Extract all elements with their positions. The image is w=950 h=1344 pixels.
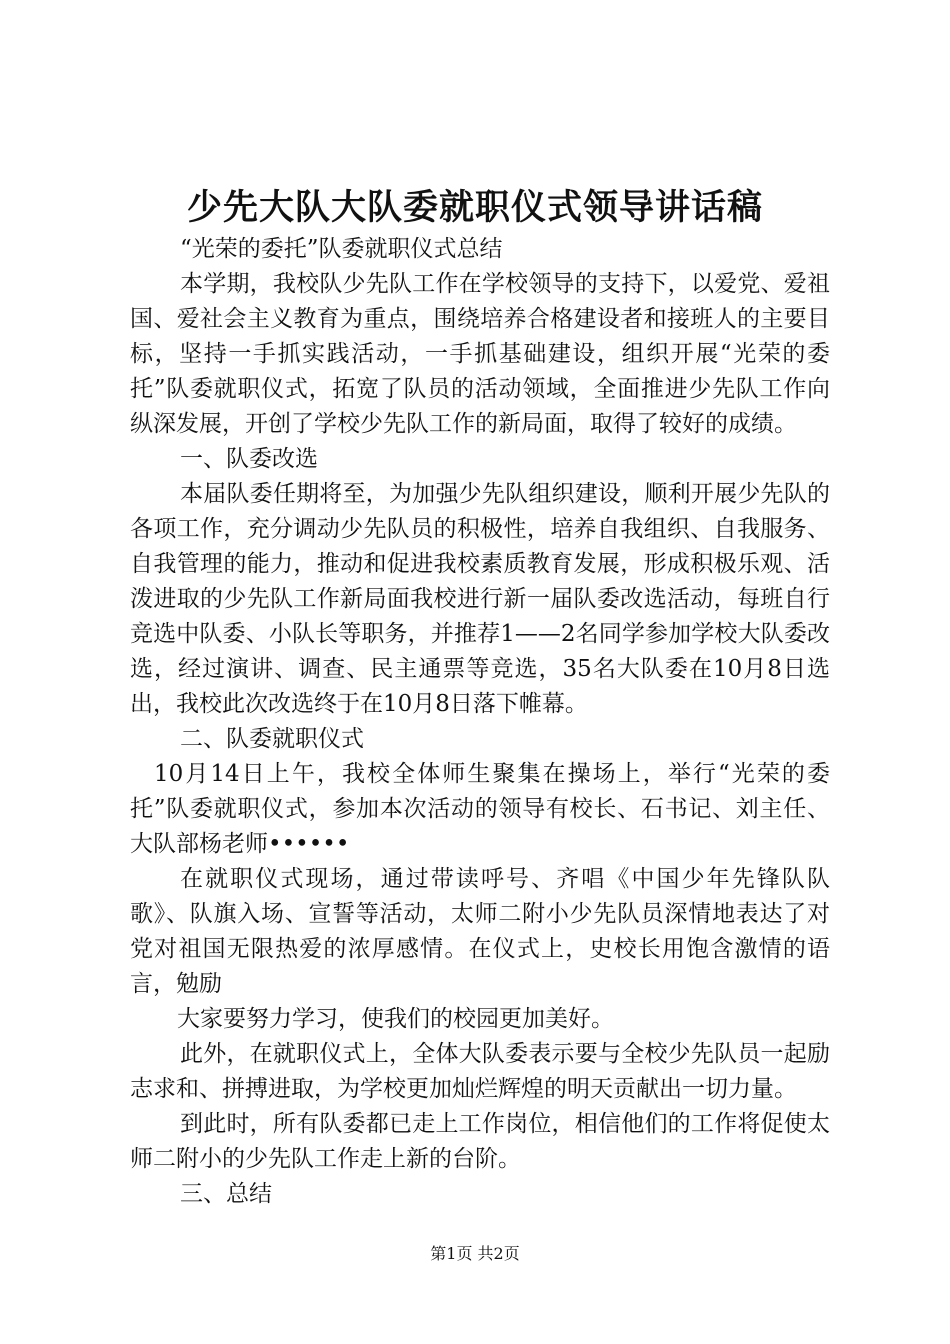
section-heading-3: 三、总结 bbox=[180, 1181, 272, 1207]
intro-paragraph: 本学期，我校队少先队工作在学校领导的支持下，以爱党、爱祖国、爱社会主义教育为重点，围绕培养合格建设者和接班人的主要目标，坚持一手抓实践活动，一手抓基础建设，组织开展“光荣的委托”队委就职仪式，拓宽了队员的活动领域，全面推进少先队工作向纵深发展，开创了学校少先队工作的新局面，取得了较好的成绩。 bbox=[130, 271, 830, 437]
section-heading-2: 二、队委就职仪式 bbox=[180, 726, 364, 752]
election-paragraph: 本届队委任期将至，为加强少先队组织建设，顺利开展少先队的各项工作，充分调动少先队员的积极性，培养自我组织、自我服务、自我管理的能力，推动和促进我校素质教育发展，形成积极乐观、活泼进取的少先队工作新局面我校进行新一届队委改选活动，每班自行竞选中队委、小队长等职务，并推荐1——2名同学参加学校大队委改选，经过演讲、调查、民主通票等竞选，35名大队委在10月8日选出，我校此次改选终于在10月8日落下帷幕。 bbox=[130, 481, 830, 717]
closing-paragraph: 到此时，所有队委都已走上工作岗位，相信他们的工作将促使太师二附小的少先队工作走上新的台阶。 bbox=[130, 1111, 830, 1172]
section-heading-1: 一、队委改选 bbox=[180, 446, 318, 472]
encouragement-paragraph: 大家要努力学习，使我们的校园更加美好。 bbox=[177, 1006, 614, 1032]
ceremony-scene-paragraph: 在就职仪式现场，通过带读呼号、齐唱《中国少年先锋队队歌》、队旗入场、宣誓等活动，太师二附小少先队员深情地表达了对党对祖国无限热爱的浓厚感情。在仪式上，史校长用饱含激情的语言，勉励 bbox=[130, 866, 830, 997]
document-body bbox=[130, 232, 830, 1212]
pledge-paragraph: 此外，在就职仪式上，全体大队委表示要与全校少先队员一起励志求和、拼搏进取，为学校更加灿烂辉煌的明天贡献出一切力量。 bbox=[130, 1041, 830, 1102]
document-title: 少先大队大队委就职仪式领导讲话稿 bbox=[186, 187, 763, 228]
ceremony-paragraph: 10月14日上午，我校全体师生聚集在操场上，举行“光荣的委托”队委就职仪式，参加本次活动的领导有校长、石书记、刘主任、大队部杨老师•••••• bbox=[130, 761, 830, 857]
page-footer: 第1页 共2页 bbox=[430, 1244, 520, 1263]
subtitle-paragraph: “光荣的委托”队委就职仪式总结 bbox=[180, 236, 503, 262]
